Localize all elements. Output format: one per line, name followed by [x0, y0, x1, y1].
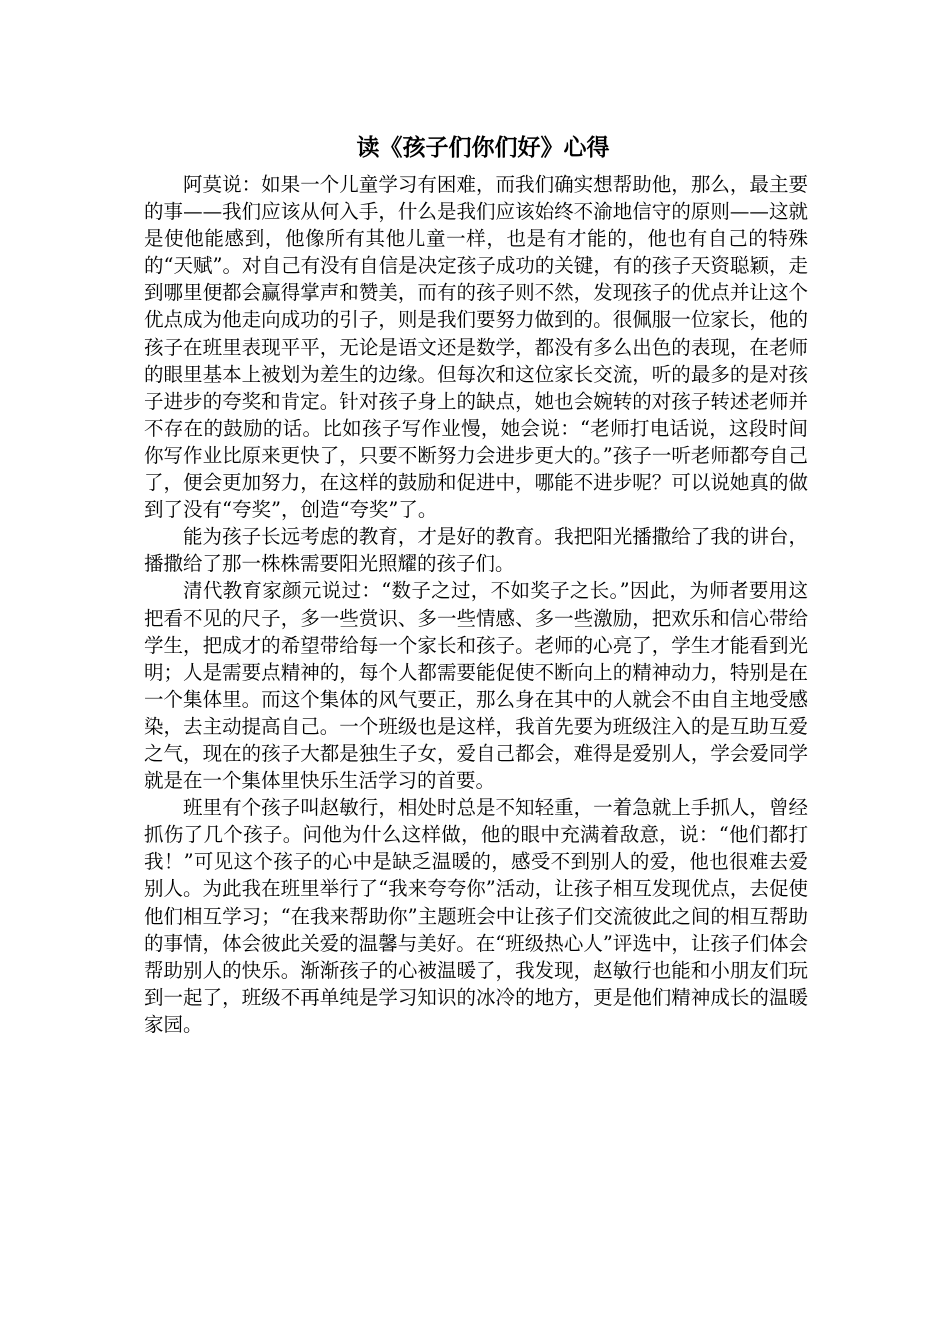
document-body	[144, 171, 808, 1038]
document-title: 读《孩子们你们好》心得	[356, 134, 610, 161]
paragraph-4: 班里有个孩子叫赵敏行，相处时总是不知轻重，一着急就上手抓人，曾经抓伤了几个孩子。问他为什么这样做，他的眼中充满着敌意，说：“他们都打我！”可见这个孩子的心中是缺乏温暖的，感受不到别人的爱，他也很难去爱别人。为此我在班里举行了“我来夸夸你”活动，让孩子相互发现优点，去促使他们相互学习；“在我来帮助你”主题班会中让孩子们交流彼此之间的相互帮助的事情，体会彼此关爱的温馨与美好。在“班级热心人”评选中，让孩子们体会帮助别人的快乐。渐渐孩子的心被温暖了，我发现，赵敏行也能和小朋友们玩到一起了，班级不再单纯是学习知识的冰冷的地方，更是他们精神成长的温暖家园。	[144, 796, 808, 1036]
paragraph-1: 阿莫说：如果一个儿童学习有困难，而我们确实想帮助他，那么，最主要的事——我们应该从何入手，什么是我们应该始终不渝地信守的原则——这就是使他能感到，他像所有其他儿童一样，也是有才能的，他也有自己的特殊的“天赋”。对自己有没有自信是决定孩子成功的关键，有的孩子天资聪颖，走到哪里便都会赢得掌声和赞美，而有的孩子则不然，发现孩子的优点并让这个优点成为他走向成功的引子，则是我们要努力做到的。很佩服一位家长，他的孩子在班里表现平平，无论是语文还是数学，都没有多么出色的表现，在老师的眼里基本上被划为差生的边缘。但每次和这位家长交流，听的最多的是对孩子进步的夸奖和肯定。针对孩子身上的缺点，她也会婉转的对孩子转述老师并不存在的鼓励的话。比如孩子写作业慢，她会说：“老师打电话说，这段时间你写作业比原来更快了，只要不断努力会进步更大的。”孩子一听老师都夸自己了，便会更加努力，在这样的鼓励和促进中，哪能不进步呢？可以说她真的做到了没有“夸奖”，创造“夸奖”了。	[144, 173, 808, 522]
paragraph-2: 能为孩子长远考虑的教育，才是好的教育。我把阳光播撒给了我的讲台，播撒给了那一株株需要阳光照耀的孩子们。	[144, 525, 808, 576]
paragraph-3: 清代教育家颜元说过：“数子之过，不如奖子之长。”因此，为师者要用这把看不见的尺子，多一些赏识、多一些情感、多一些激励，把欢乐和信心带给学生，把成才的希望带给每一个家长和孩子。老师的心亮了，学生才能看到光明；人是需要点精神的，每个人都需要能促使不断向上的精神动力，特别是在一个集体里。而这个集体的风气要正，那么身在其中的人就会不由自主地受感染，去主动提高自己。一个班级也是这样，我首先要为班级注入的是互助互爱之气，现在的孩子大都是独生子女，爱自己都会，难得是爱别人，学会爱同学就是在一个集体里快乐生活学习的首要。	[144, 579, 808, 793]
